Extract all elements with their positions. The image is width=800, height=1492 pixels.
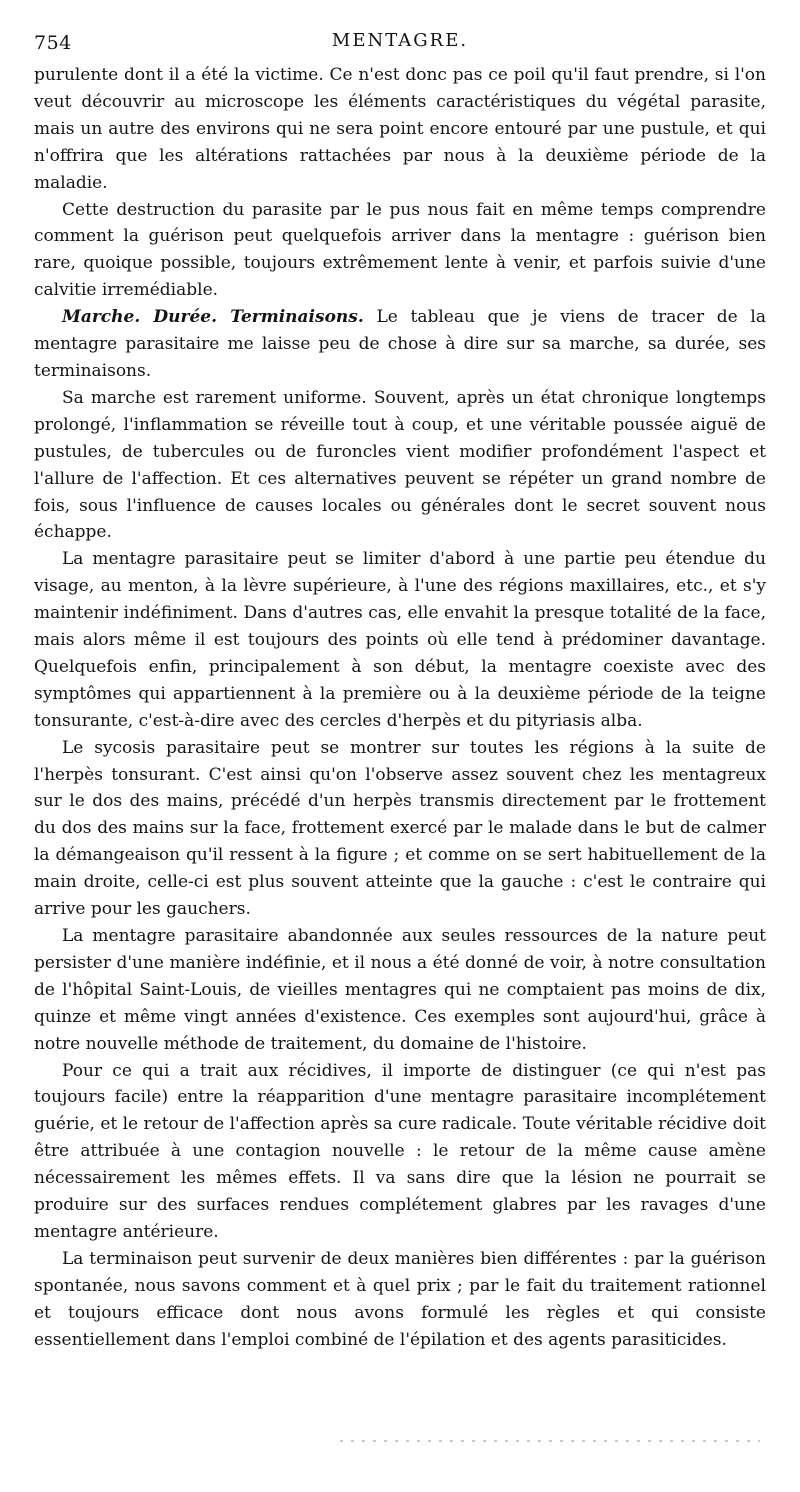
paragraph-8: Pour ce qui a trait aux récidives, il importe de distinguer (ce qui n'est pas toujours facile) entre la réapparition d'une mentagre parasitaire incomplétement guérie, et le retour de l'affection après sa cure radicale. Toute véritable récidive doit être attribuée à une contagion nouvelle : le retour de la même cause amène nécessairement les mêmes effets. Il va sans dire que la lésion ne pourrait se produire sur des surfaces rendues complétement glabres par les ravages d'une mentagre antérieure. <box>34 1060 766 1242</box>
running-title: MENTAGRE. <box>331 30 469 51</box>
paragraph-5: La mentagre parasitaire peut se limiter d'abord à une partie peu étendue du visage, au menton, à la lèvre supérieure, à l'une des régions maxillaires, etc., et s'y maintenir indéfiniment. Dans d'autres cas, elle envahit la presque totalité de la face, mais alors même il est toujours des points où elle tend à prédominer davantage. Quelquefois enfin, principalement à son début, la mentagre coexiste avec des symptômes qui appartiennent à la première ou à la deuxième période de la teigne tonsurante, c'est-à-dire avec des cercles d'herpès et du pityriasis alba. <box>34 549 766 731</box>
section-heading-run-in: Marche. Durée. Terminaisons. <box>62 307 364 328</box>
paragraph-7: La mentagre parasitaire abandonnée aux seules ressources de la nature peut persister d'une manière indéfinie, et il nous a été donné de voir, à notre consultation de l'hôpital Saint-Louis, de vieilles mentagres qui ne comptaient pas moins de dix, quinze et même vingt années d'existence. Ces exemples sont aujourd'hui, grâce à notre nouvelle méthode de traitement, du domaine de l'histoire. <box>34 926 766 1054</box>
bleed-through-marks <box>340 1440 760 1442</box>
paragraph-9: La terminaison peut survenir de deux manières bien différentes : par la guérison spontanée, nous savons comment et à quel prix ; par le fait du traitement rationnel et toujours efficace dont nous avons formulé les règles et qui consiste essentiellement dans l'emploi combiné de l'épilation et des agents parasiticides. <box>34 1248 766 1350</box>
paragraph-6: Le sycosis parasitaire peut se montrer sur toutes les régions à la suite de l'herpès tonsurant. C'est ainsi qu'on l'observe assez souvent chez les mentagreux sur le dos des mains, précédé d'un herpès transmis directement par le frottement du dos des mains sur la face, frottement exercé par le malade dans le but de calmer la démangeaison qu'il ressent à la figure ; et comme on se sert habituellement de la main droite, celle-ci est plus souvent atteinte que la gauche : c'est le contraire qui arrive pour les gauchers. <box>34 737 766 920</box>
page-header <box>34 24 766 56</box>
paragraph-4: Sa marche est rarement uniforme. Souvent, après un état chronique longtemps prolongé, l'inflammation se réveille tout à coup, et une véritable poussée aiguë de pustules, de tubercules ou de furoncles vient modifier profondément l'aspect et l'allure de l'affection. Et ces alternatives peuvent se répéter un grand nombre de fois, sous l'influence de causes locales ou générales dont le secret souvent nous échappe. <box>34 387 766 543</box>
paragraph-2: Cette destruction du parasite par le pus nous fait en même temps comprendre comment la guérison peut quelquefois arriver dans la mentagre : guérison bien rare, quoique possible, toujours extrêmement lente à venir, et parfois suivie d'une calvitie irremédiable. <box>34 199 766 301</box>
paragraph-3: Marche. Durée. Terminaisons. Le tableau que je viens de tracer de la mentagre parasitaire me laisse peu de chose à dire sur sa marche, sa durée, ses terminaisons. <box>34 307 766 381</box>
paragraph-1: purulente dont il a été la victime. Ce n'est donc pas ce poil qu'il faut prendre, si l'on veut découvrir au microscope les éléments caractéristiques du végétal parasite, mais un autre des environs qui ne sera point encore entouré par une pustule, et qui n'offrira que les altérations rattachées par nous à la deuxième période de la maladie. <box>34 65 766 193</box>
page-number: 754 <box>34 32 72 54</box>
body-text <box>34 62 766 1354</box>
